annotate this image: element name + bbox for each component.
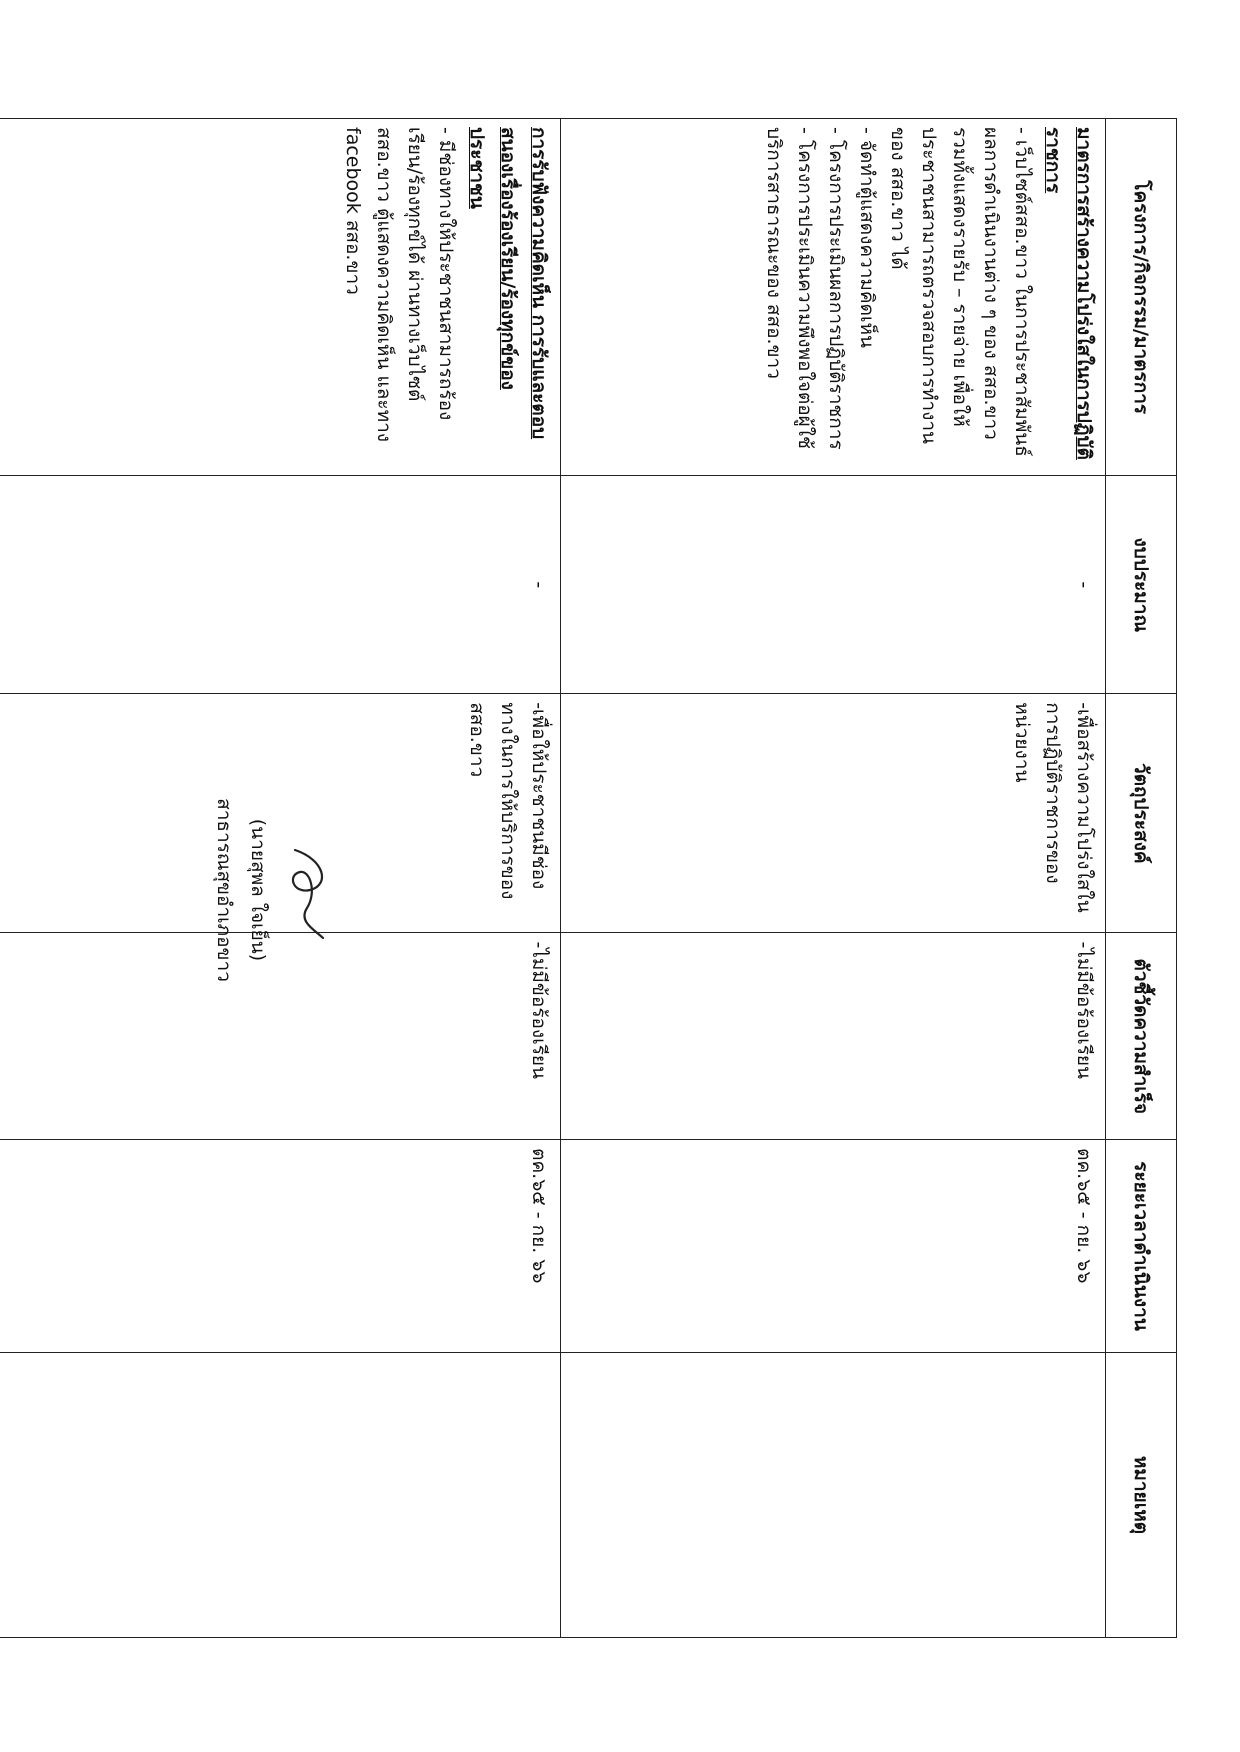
measure-item: - จัดทำตู้แสดงความคิดเห็น [856, 127, 878, 348]
budget-cell: - [0, 476, 561, 694]
header-indicator: ตัวชี้วัดความสำเร็จ [1106, 933, 1177, 1140]
measure-item: - โครงการประเมินความพึงพอใจต่อผู้ใช้บริการสาธารณะของ สสอ.ขาว [763, 127, 816, 449]
header-objective: วัตถุประสงค์ [1106, 694, 1177, 933]
signature-mark [275, 830, 345, 950]
budget-cell: - [561, 476, 1106, 694]
header-remark: หมายเหตุ [1106, 1352, 1177, 1637]
measure-item: - มีช่องทางให้ประชาชนสามารถร้องเรียน/ร้องทุกข์ได้ ผ่านทางเว็บไซต์ สสอ.ขาว ตู้แสดงความคิดเห็น และทาง facebook สสอ.ขาว [342, 127, 457, 443]
measure-item: - เว็บไซต์สสอ.ขาว ในการประชาสัมพันธ์ผลการดำเนินงานต่าง ๆ ของ สสอ.ขาว รวมทั้งแสดงรายรับ – รายจ่าย เพื่อให้ประชาชนสามารถตรวจสอบการทำงานของ สสอ.ขาว ได้ [887, 127, 1033, 457]
objective-cell: -เพื่อให้ประชาชนมีช่องทางในการให้บริการของ สสอ.ขาว [0, 694, 561, 933]
action-plan-table [0, 118, 1177, 1638]
measure-title: มาตรการสร้างความโปร่งใสในการปฏิบัติราชการ [1042, 127, 1095, 460]
indicator-cell: -ไม่มีข้อร้องเรียน [0, 933, 561, 1140]
header-period: ระยะเวลาดำเนินงาน [1106, 1140, 1177, 1353]
signature-block [207, 760, 345, 1020]
period-cell: ตค.๖๕ - กย. ๖๖ [561, 1140, 1106, 1353]
signatory-position: สาธารณสุขอำเภอขาว [213, 798, 235, 982]
period-cell: ตค.๖๕ - กย. ๖๖ [0, 1140, 561, 1353]
table-row [561, 119, 1106, 1638]
objective-cell: -เพื่อสร้างความโปร่งใสในการปฏิบัติราชการของหน่วยงาน [561, 694, 1106, 933]
signatory-name: (นายสุพล ใจเย็น) [247, 818, 269, 962]
measure-cell [561, 119, 1106, 476]
measure-title: การรับฟังความคิดเห็น การรับและตอบสนองเรื่องร้องเรียน/ร้องทุกข์ของประชาชน [466, 127, 550, 440]
remark-cell [561, 1352, 1106, 1637]
remark-cell [0, 1352, 561, 1637]
header-budget: งบประมาณ [1106, 476, 1177, 694]
measure-item: - โครงการประเมินผลการปฏิบัติราชการ [825, 127, 847, 450]
measure-cell [0, 119, 561, 476]
header-measure: โครงการ/กิจกรรม/มาตรการ [1106, 119, 1177, 476]
indicator-cell: -ไม่มีข้อร้องเรียน [561, 933, 1106, 1140]
table-header-row [1106, 119, 1177, 1638]
